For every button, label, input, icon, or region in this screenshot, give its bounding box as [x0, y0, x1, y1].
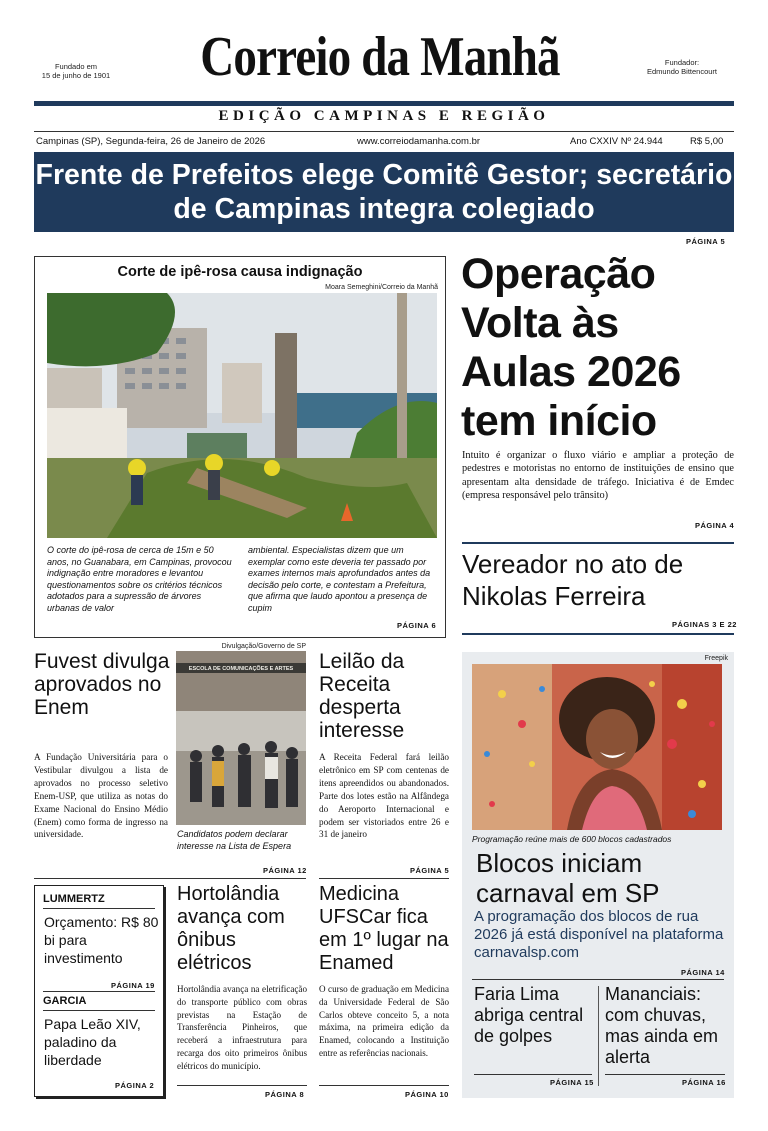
divider [319, 878, 449, 879]
faria-headline[interactable]: Faria Lima abriga central de golpes [474, 984, 584, 1046]
page-ref: PÁGINA 16 [682, 1078, 726, 1087]
divider [43, 1010, 155, 1011]
ipe-title: Corte de ipê-rosa causa indignação [117, 264, 363, 280]
divider [177, 1085, 307, 1086]
school-sign: ESCOLA DE COMUNICAÇÕES E ARTES [188, 666, 294, 672]
photo-credit: Moara Semeghini/Correio da Manhã [325, 284, 438, 291]
ipe-photo [47, 293, 437, 538]
column-teaser[interactable]: Orçamento: R$ 80 bi para investimento [44, 914, 159, 966]
carnaval-caption: Programação reúne mais de 600 blocos cadastrados [472, 834, 672, 844]
leilao-headline[interactable]: Leilão da Receita desperta interesse [319, 650, 405, 742]
ipe-caption-right: ambiental. Especialistas dizem que um exemplar como este deveria ter passado por exames internos mais aprofundados antes da decisão pelo corte, e contestam a Prefeitura, que afirma que laudo apontou a presença de cupim [248, 545, 431, 613]
page-ref: PÁGINA 19 [111, 981, 155, 990]
founded-note: Fundado em 15 de junho de 1901 [41, 62, 111, 80]
ipe-caption-left: O corte do ipê-rosa de cerca de 15m e 50 anos, no Guanabara, em Campinas, provocou indignação entre moradores e levantou questionamentos sobre os critérios técnicos adotados para a supressão de árvores urbanas de valor [47, 545, 232, 613]
page-ref: PÁGINA 12 [263, 866, 307, 875]
medicina-headline[interactable]: Medicina UFSCar fica em 1º lugar na Enamed [319, 883, 449, 974]
leilao-body: A Receita Federal fará leilão eletrônico em SP com centenas de itens apreendidos ou abandonados. Parte dos lotes estão na Alfândega do Aeroporto Internacional e podem ser vistoriados entre 26 e 31 de janeiro [319, 752, 449, 840]
divider [472, 979, 724, 980]
operacao-headline[interactable]: Operação Volta às Aulas 2026 tem início [461, 250, 681, 445]
carnaval-subhead: A programação dos blocos de rua 2026 já está disponível na plataforma carnavalsp.com [474, 908, 724, 961]
operacao-body: Intuito é organizar o fluxo viário e ampliar a proteção de pedestres e motoristas no entorno de instituições de ensino que apresentam alta densidade de tráfego. Iniciativa é de Emdec (empresa responsável pelo trânsito) [462, 450, 734, 502]
page-ref: PÁGINA 10 [405, 1090, 449, 1099]
page-ref: PÁGINA 4 [695, 521, 735, 530]
fuvest-body: A Fundação Universitária para o Vestibular divulgou a lista de aprovados no processo seletivo Enem-USP, que utiliza as notas do Exame Nacional do Ensino Médio (Enem) como forma de ingresso na universidade. [34, 752, 168, 840]
edition-label: EDIÇÃO CAMPINAS E REGIÃO [218, 108, 550, 124]
fuvest-photo [176, 651, 306, 825]
masthead-rule [34, 101, 734, 106]
page-ref: PÁGINA 5 [686, 237, 726, 246]
divider [34, 878, 306, 879]
divider [462, 633, 734, 635]
website-link[interactable]: www.correiodamanha.com.br [357, 136, 481, 147]
page-ref: PÁGINA 15 [550, 1078, 594, 1087]
page-ref: PÁGINA 6 [397, 621, 437, 630]
price: R$ 5,00 [690, 136, 724, 147]
photo-credit: Divulgação/Governo de SP [221, 643, 306, 650]
page-ref: PÁGINA 8 [265, 1090, 305, 1099]
dateline: Campinas (SP), Segunda-feira, 26 de Janeiro de 2026 [36, 136, 266, 147]
medicina-body: O curso de graduação em Medicina da Universidade Federal de São Carlos obteve conceito 5, a nota máxima, na primeira edição da Enamed, colocando a Instituição entre as referências nacionais. [319, 984, 449, 1058]
banner-box[interactable] [34, 152, 734, 232]
vereador-headline[interactable]: Vereador no ato de Nikolas Ferreira [462, 549, 684, 611]
hortolandia-body: Hortolândia avança na eletrificação do transporte público com obras previstas na Estação de Transferência Pinheiros, que receberá a infraestrutura para recarga dos oito primeiros ônibus elétricos do município. [177, 984, 307, 1071]
column-teaser[interactable]: Papa Leão XIV, paladino da liberdade [44, 1016, 141, 1068]
fuvest-caption: Candidatos podem declarar interesse na Lista de Espera [177, 829, 292, 851]
column-divider [598, 986, 599, 1086]
carnaval-photo [472, 664, 722, 830]
divider [43, 908, 155, 909]
divider [319, 1085, 449, 1086]
banner-headline: Frente de Prefeitos elege Comitê Gestor; secretário de Campinas integra colegiado [35, 159, 733, 225]
divider [43, 991, 155, 992]
columnist-name: LUMMERTZ [43, 893, 105, 905]
divider [34, 131, 734, 132]
newspaper-title: Correio da Manhã [200, 26, 560, 88]
issue-number: Ano CXXIV Nº 24.944 [570, 136, 663, 147]
page-ref: PÁGINAS 3 E 22 [672, 620, 737, 629]
carnaval-headline[interactable]: Blocos iniciam carnaval em SP [476, 848, 660, 908]
photo-credit: Freepik [704, 655, 728, 662]
fuvest-headline[interactable]: Fuvest divulga aprovados no Enem [34, 650, 170, 719]
hortolandia-headline[interactable]: Hortolândia avança com ônibus elétricos [177, 883, 285, 974]
columnist-name: GARCIA [43, 995, 87, 1007]
page-ref: PÁGINA 2 [115, 1081, 155, 1090]
mananciais-headline[interactable]: Mananciais: com chuvas, mas ainda em alerta [605, 984, 719, 1067]
founder-note: Fundador: Edmundo Bittencourt [646, 58, 718, 76]
page-ref: PÁGINA 14 [681, 968, 725, 977]
page-ref: PÁGINA 5 [410, 866, 450, 875]
divider [462, 542, 734, 544]
divider [474, 1074, 592, 1075]
divider [605, 1074, 725, 1075]
